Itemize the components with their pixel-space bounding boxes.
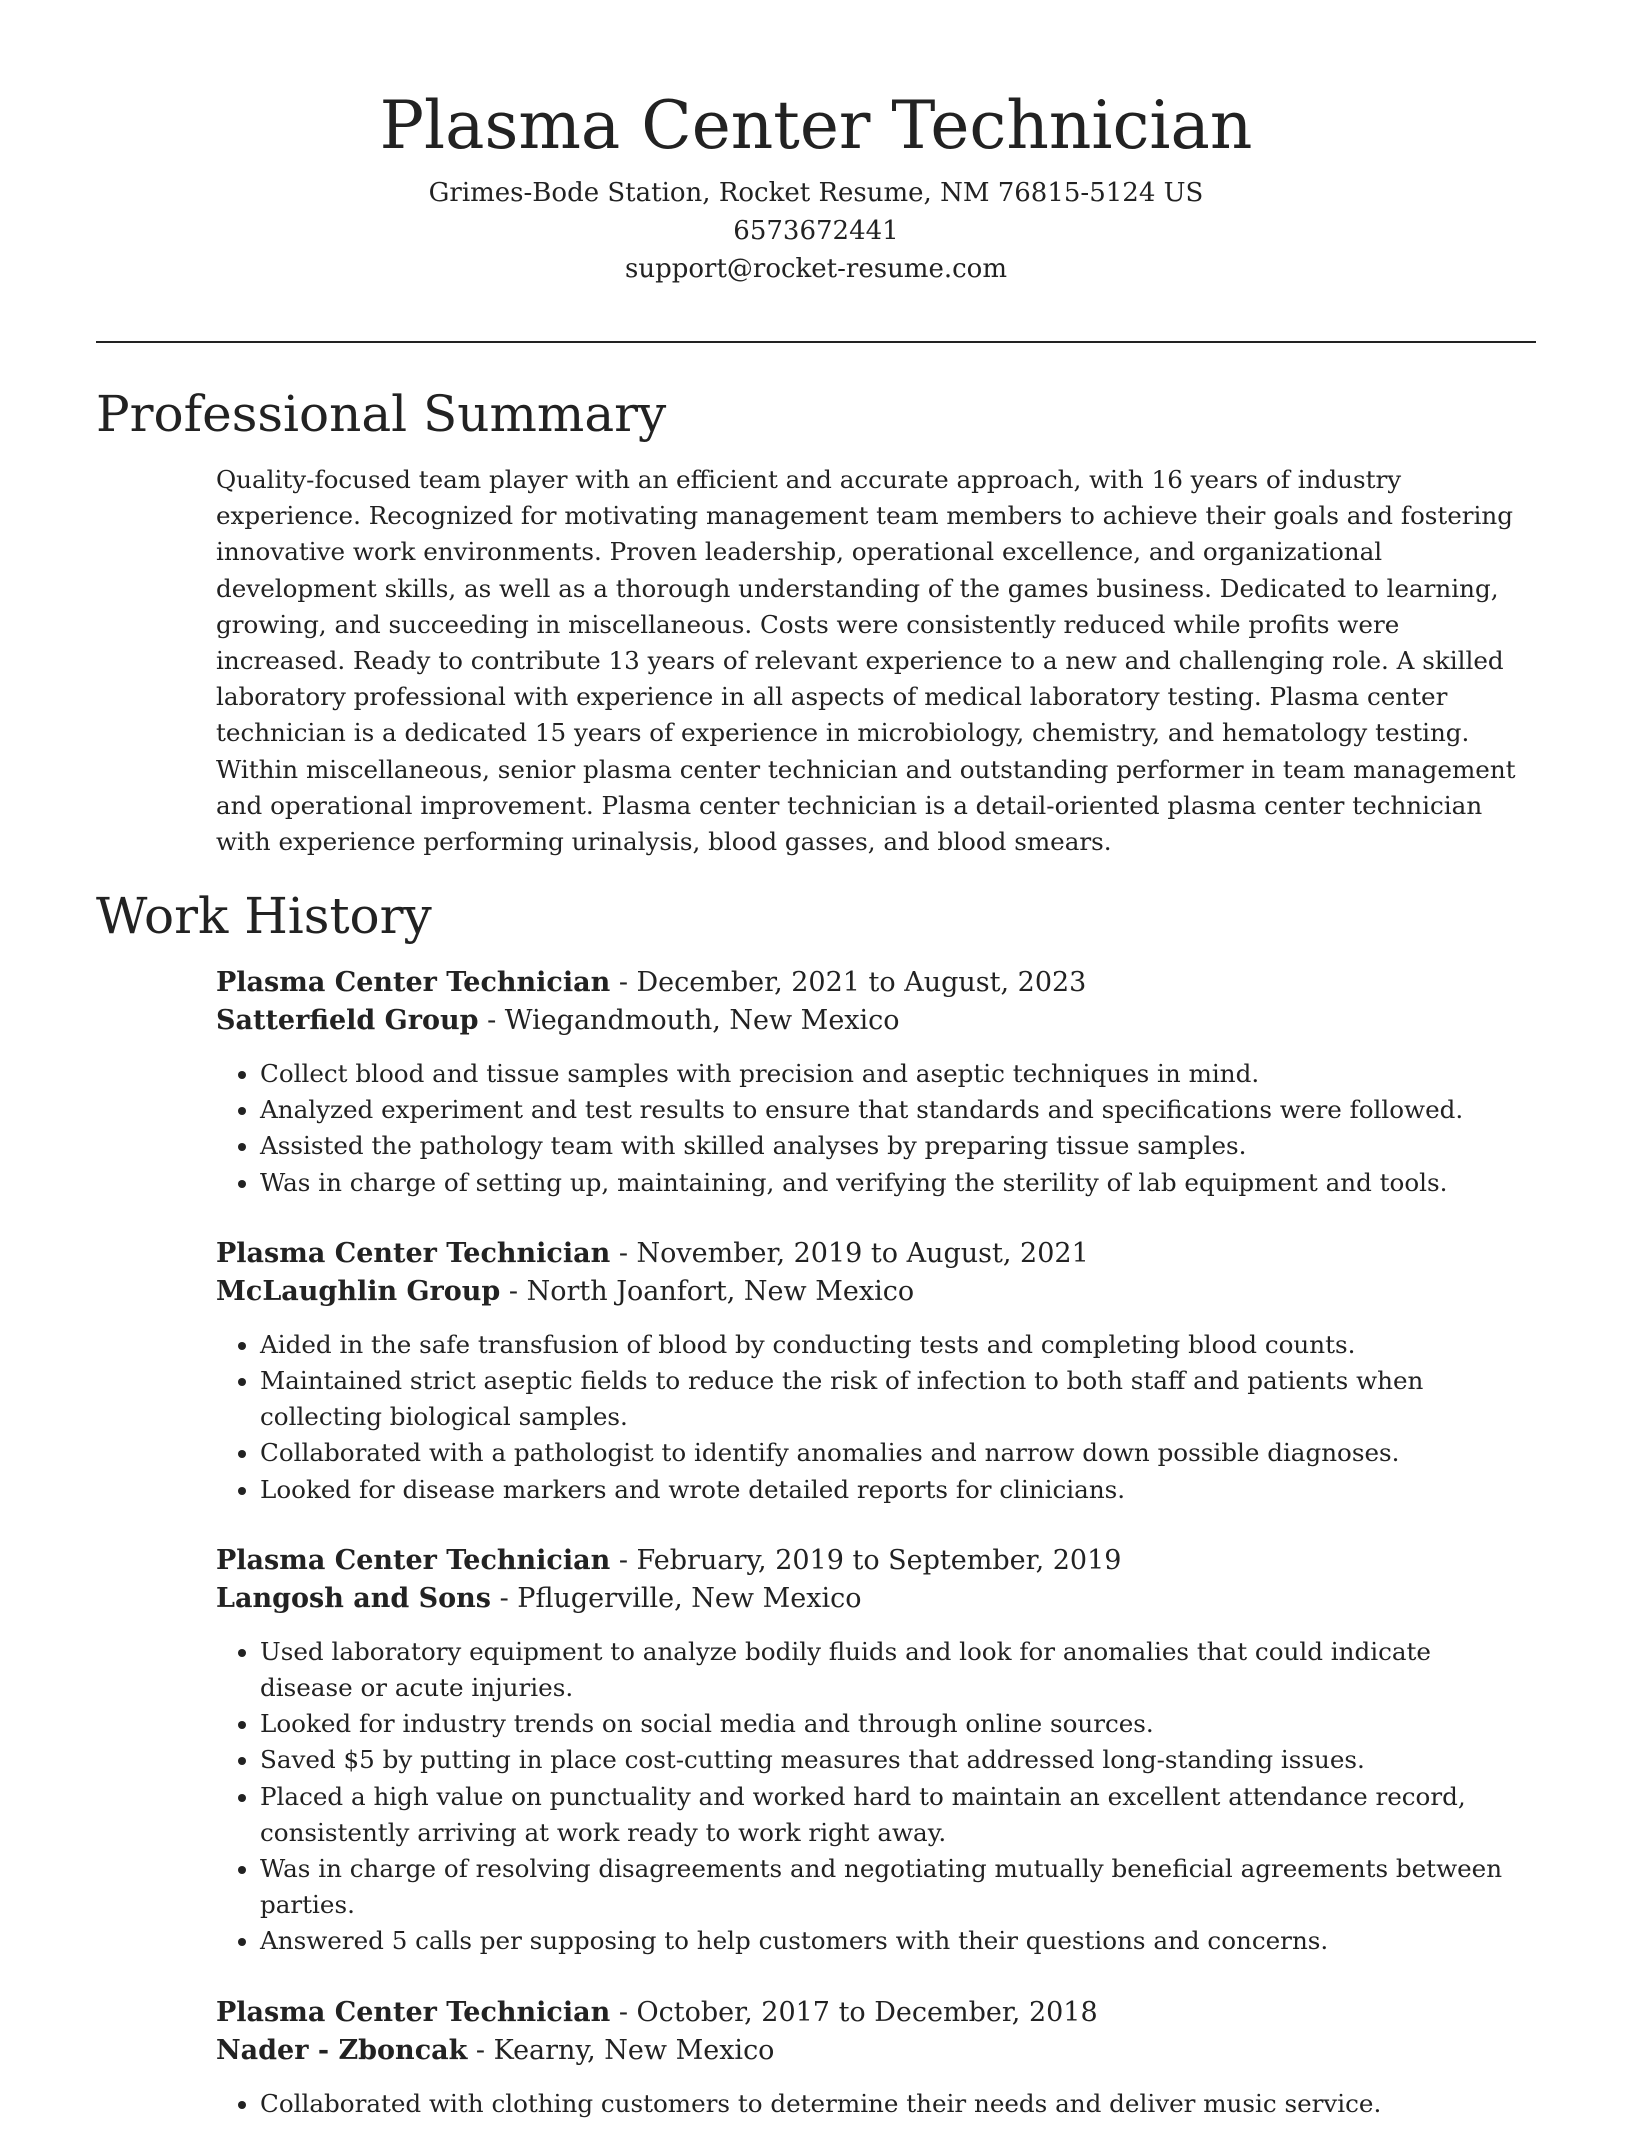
job-location: - North Joanfort, New Mexico <box>500 1275 915 1307</box>
job-bullet: • Saved $5 by putting in place cost-cutting measures that addressed long-standing issues. <box>260 1742 1530 1778</box>
contact-address: Grimes-Bode Station, Rocket Resume, NM 76815-5124 US <box>428 178 1204 208</box>
job-company: McLaughlin Group <box>216 1275 501 1307</box>
job-bullet-list <box>216 1634 1536 1960</box>
job-title-line <box>216 1994 1536 2032</box>
job-bullet: • Looked for disease markers and wrote detailed reports for clinicians. <box>260 1472 1530 1508</box>
job-bullet-list <box>216 1056 1536 1201</box>
job-bullet: • Looked for industry trends on social media and through online sources. <box>260 1706 1530 1742</box>
job-title-line <box>216 964 1536 1002</box>
summary-text: Quality-focused team player with an efficient and accurate approach, with 16 years of industry experience. Recognized for motivating management team members to achieve their goals and fostering innovative work environments. Proven leadership, operational excellence, and organizational development skills, as well as a thorough understanding of the games business. Dedicated to learning, growing, and succeeding in miscellaneous. Costs were consistently reduced while profits were increased. Ready to contribute 13 years of relevant experience to a new and challenging role. A skilled laboratory professional with experience in all aspects of medical laboratory testing. Plasma center technician is a dedicated 15 years of experience in microbiology, chemistry, and hematology testing. Within miscellaneous, senior plasma center technician and outstanding performer in team management and operational improvement. Plasma center technician is a detail-oriented plasma center technician with experience performing urinalysis, blood gasses, and blood smears. <box>216 465 1516 857</box>
job-bullet: • Analyzed experiment and test results to ensure that standards and specifications were followed. <box>260 1092 1530 1128</box>
job-bullet: • Answered 5 calls per supposing to help customers with their questions and concerns. <box>260 1923 1530 1959</box>
job-bullet: • Placed a high value on punctuality and worked hard to maintain an excellent attendance record, consistently arriving at work ready to work right away. <box>260 1779 1530 1851</box>
work-history-heading: Work History <box>96 887 432 945</box>
job-location: - Wiegandmouth, New Mexico <box>478 1005 900 1036</box>
job-entry <box>216 1235 1536 1508</box>
job-title: Plasma Center Technician <box>216 1996 611 2028</box>
job-bullet: • Maintained strict aseptic fields to reduce the risk of infection to both staff and patients when collecting biological samples. <box>260 1363 1530 1435</box>
job-company-line <box>216 1580 1536 1618</box>
job-company: Satterfield Group <box>216 1005 479 1036</box>
job-list <box>216 964 1536 2156</box>
job-company-line <box>216 1273 1536 1311</box>
job-dates: - December, 2021 to August, 2023 <box>610 967 1087 998</box>
job-title-line <box>216 1542 1536 1580</box>
job-entry <box>216 1542 1536 1960</box>
job-location: - Pflugerville, New Mexico <box>490 1582 862 1614</box>
job-dates: - October, 2017 to December, 2018 <box>610 1996 1098 2028</box>
job-entry <box>216 964 1536 1201</box>
job-bullet: • Was in charge of resolving disagreements and negotiating mutually beneficial agreements between parties. <box>260 1851 1530 1923</box>
job-entry <box>216 1994 1536 2122</box>
job-bullet: • Used laboratory equipment to analyze bodily fluids and look for anomalies that could indicate disease or acute injuries. <box>260 1634 1530 1706</box>
job-bullet-list <box>216 1327 1536 1508</box>
job-bullet: • Collaborated with clothing customers to determine their needs and deliver music service. <box>260 2086 1530 2122</box>
summary-heading: Professional Summary <box>96 385 667 443</box>
resume-header <box>0 0 1632 288</box>
job-company: Langosh and Sons <box>216 1582 491 1614</box>
job-company: Nader - Zboncak <box>216 2034 468 2066</box>
job-company-line <box>216 2032 1536 2070</box>
job-bullet: • Was in charge of setting up, maintaining, and verifying the sterility of lab equipment and tools. <box>260 1165 1530 1201</box>
job-title: Plasma Center Technician <box>216 1544 611 1576</box>
job-bullet-list <box>216 2086 1536 2122</box>
job-location: - Kearny, New Mexico <box>467 2034 775 2066</box>
job-bullet: • Aided in the safe transfusion of blood by conducting tests and completing blood counts. <box>260 1327 1530 1363</box>
job-title-line <box>216 1235 1536 1273</box>
job-title: Plasma Center Technician <box>216 1237 611 1269</box>
contact-email: support@rocket-resume.com <box>624 254 1007 284</box>
candidate-name: Plasma Center Technician <box>379 87 1253 164</box>
job-dates: - February, 2019 to September, 2019 <box>610 1544 1122 1576</box>
job-bullet: • Collect blood and tissue samples with precision and aseptic techniques in mind. <box>260 1056 1530 1092</box>
job-dates: - November, 2019 to August, 2021 <box>610 1237 1089 1269</box>
header-divider <box>96 341 1536 343</box>
job-title: Plasma Center Technician <box>216 967 611 998</box>
job-bullet: • Assisted the pathology team with skilled analyses by preparing tissue samples. <box>260 1128 1530 1164</box>
job-company-line <box>216 1002 1536 1040</box>
contact-phone: 6573672441 <box>733 216 899 246</box>
job-bullet: • Collaborated with a pathologist to identify anomalies and narrow down possible diagnoses. <box>260 1435 1530 1471</box>
